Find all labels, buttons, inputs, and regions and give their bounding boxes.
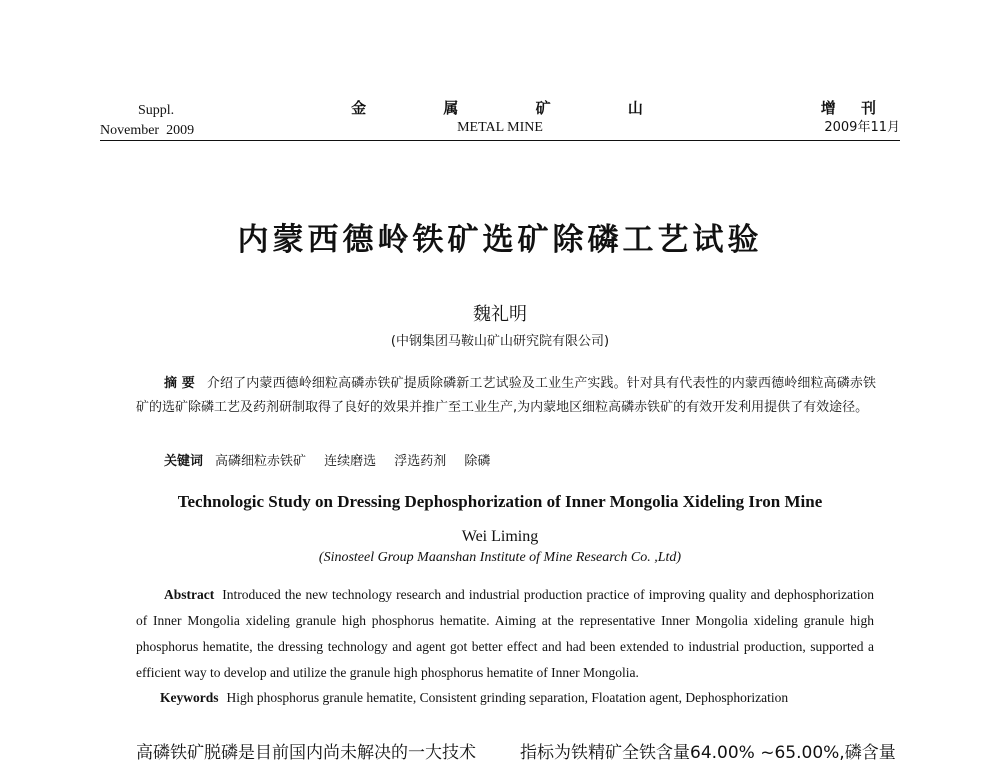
header-suppl-cn: 增 刊 — [820, 99, 886, 117]
author-en: Wei Liming — [461, 528, 539, 545]
abstract-cn — [136, 372, 876, 420]
keywords-en — [160, 686, 880, 710]
affiliation-en: (Sinosteel Group Maanshan Institute of Mine Research Co. ,Ltd) — [318, 550, 682, 565]
abstract-cn-text: 介绍了内蒙西德岭细粒高磷赤铁矿提质除磷新工艺试验及工业生产实践。针对具有代表性的内蒙西德岭细粒高磷赤铁矿的选矿除磷工艺及药剂研制取得了良好的效果并推广至工业生产,为内蒙地区细粒高磷赤铁矿的有效开发利用提供了有效途径。 — [136, 376, 876, 415]
journal-name-en: METAL MINE — [457, 120, 543, 135]
author-cn: 魏礼明 — [473, 304, 527, 325]
abstract-en — [136, 582, 874, 686]
header-suppl: Suppl. — [138, 103, 175, 118]
abstract-cn-label: 摘 要 — [164, 376, 195, 391]
keywords-cn-text: 高磷细粒赤铁矿 连续磨选 浮选药剂 除磷 — [215, 454, 491, 469]
paper-title-cn: 内蒙西德岭铁矿选矿除磷工艺试验 — [237, 222, 763, 258]
header-rule — [100, 140, 900, 141]
body-right-column: 指标为铁精矿全铁含量64.00% ~65.00%,磷含量 — [520, 743, 896, 763]
keywords-en-text: High phosphorus granule hematite, Consistent grinding separation, Floatation agent, Dephosphorization — [226, 690, 789, 705]
abstract-en-text: Introduced the new technology research and industrial production practice of improving quality and dephosphorization of Inner Mongolia xideling granule high phosphorus hematite. Aiming at the representative Inner Mongolia xideling granule high phosphorus hematite, the dressing technology and agent got better effect and had been extended to industrial production, supported a efficient way to develop and utilize the granule high phosphorus hematite of Inner Mongolia. — [136, 587, 874, 680]
keywords-cn — [136, 450, 876, 474]
header-date-cn: 2009年11月 — [824, 120, 900, 135]
body-left-column: 高磷铁矿脱磷是目前国内尚未解决的一大技术 — [136, 743, 476, 763]
header-right — [760, 100, 900, 136]
keywords-cn-label: 关键词 — [164, 454, 204, 469]
paper-title-en: Technologic Study on Dressing Dephosphorization of Inner Mongolia Xideling Iron Mine — [177, 492, 823, 511]
abstract-en-label: Abstract — [164, 587, 215, 602]
header-date-en: November 2009 — [100, 123, 195, 138]
affiliation-cn: (中钢集团马鞍山矿山研究院有限公司) — [390, 334, 610, 349]
journal-name-cn: 金 属 矿 山 — [351, 99, 679, 117]
keywords-en-label: Keywords — [160, 690, 219, 705]
